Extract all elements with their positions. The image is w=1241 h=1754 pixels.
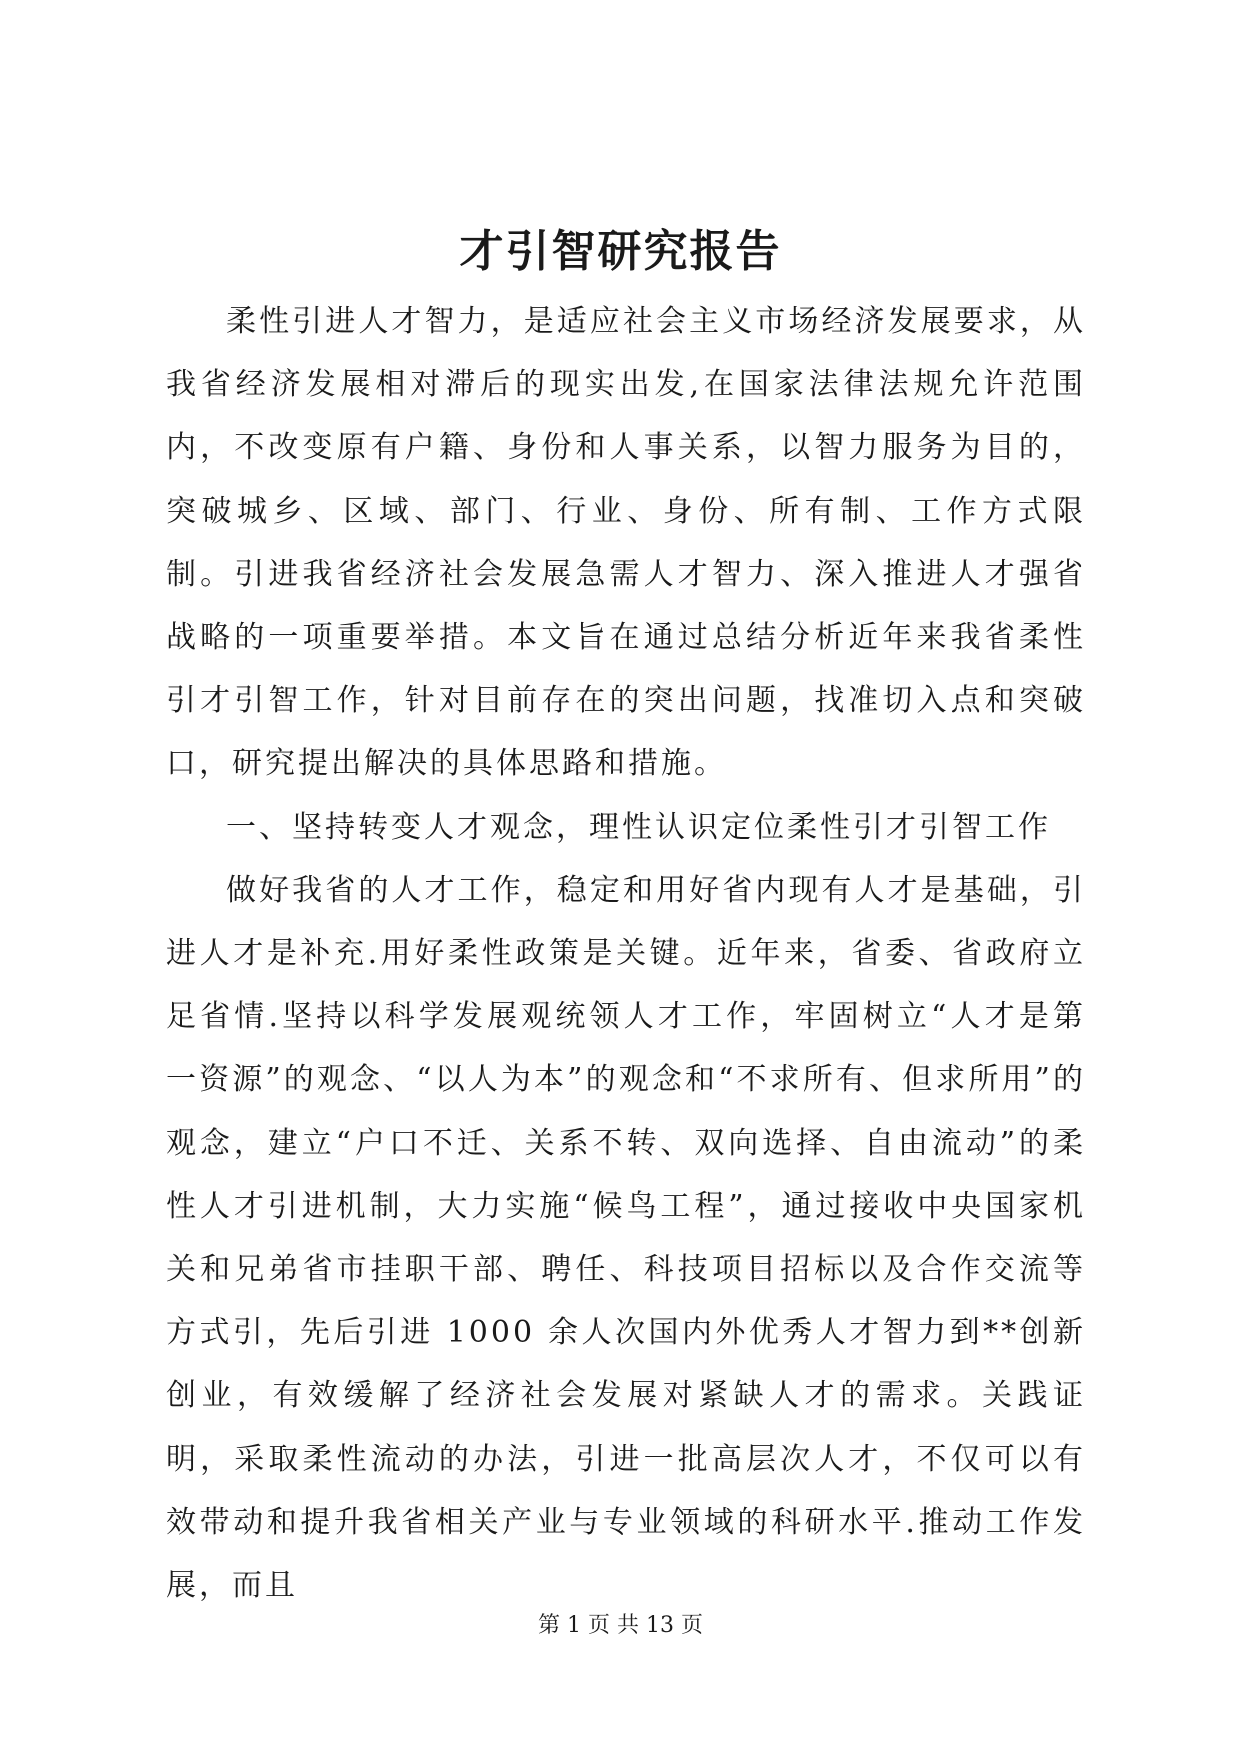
page-number-label: 第 1 页 共 13 页 — [538, 1613, 703, 1638]
paragraph-section-1: 做好我省的人才工作，稳定和用好省内现有人才是基础，引进人才是补充.用好柔性政策是关键。近年来，省委、省政府立足省情.坚持以科学发展观统领人才工作，牢固树立“人才是第一资源”的观念、“以人为本”的观念和“不求所有、但求所用”的观念，建立“户口不迁、关系不转、双向选择、自由流动”的柔性人才引进机制，大力实施“候鸟工程”，通过接收中央国家机关和兄弟省市挂职干部、聘任、科技项目招标以及合作交流等方式引，先后引进 1000 余人次国内外优秀人才智力到**创新创业，有效缓解了经济社会发展对紧缺人才的需求。关践证明，采取柔性流动的办法，引进一批高层次人才，不仅可以有效带动和提升我省相关产业与专业领域的科研水平.推动工作发展，而且 — [166, 872, 1086, 1604]
page-footer — [0, 1611, 1241, 1641]
paragraph-intro: 柔性引进人才智力，是适应社会主义市场经济发展要求，从我省经济发展相对滞后的现实出发,在国家法律法规允许范围内，不改变原有户籍、身份和人事关系，以智力服务为目的，突破城乡、区域、部门、行业、身份、所有制、工作方式限制。引进我省经济社会发展急需人才智力、深入推进人才强省战略的一项重要举措。本文旨在通过总结分析近年来我省柔性引才引智工作，针对目前存在的突出问题，找准切入点和突破口，研究提出解决的具体思路和措施。 — [166, 304, 1086, 782]
page-title: 才引智研究报告 — [459, 226, 782, 277]
section-heading-1: 一、坚持转变人才观念，理性认识定位柔性引才引智工作 — [226, 809, 1051, 845]
document-body — [166, 290, 1086, 1617]
